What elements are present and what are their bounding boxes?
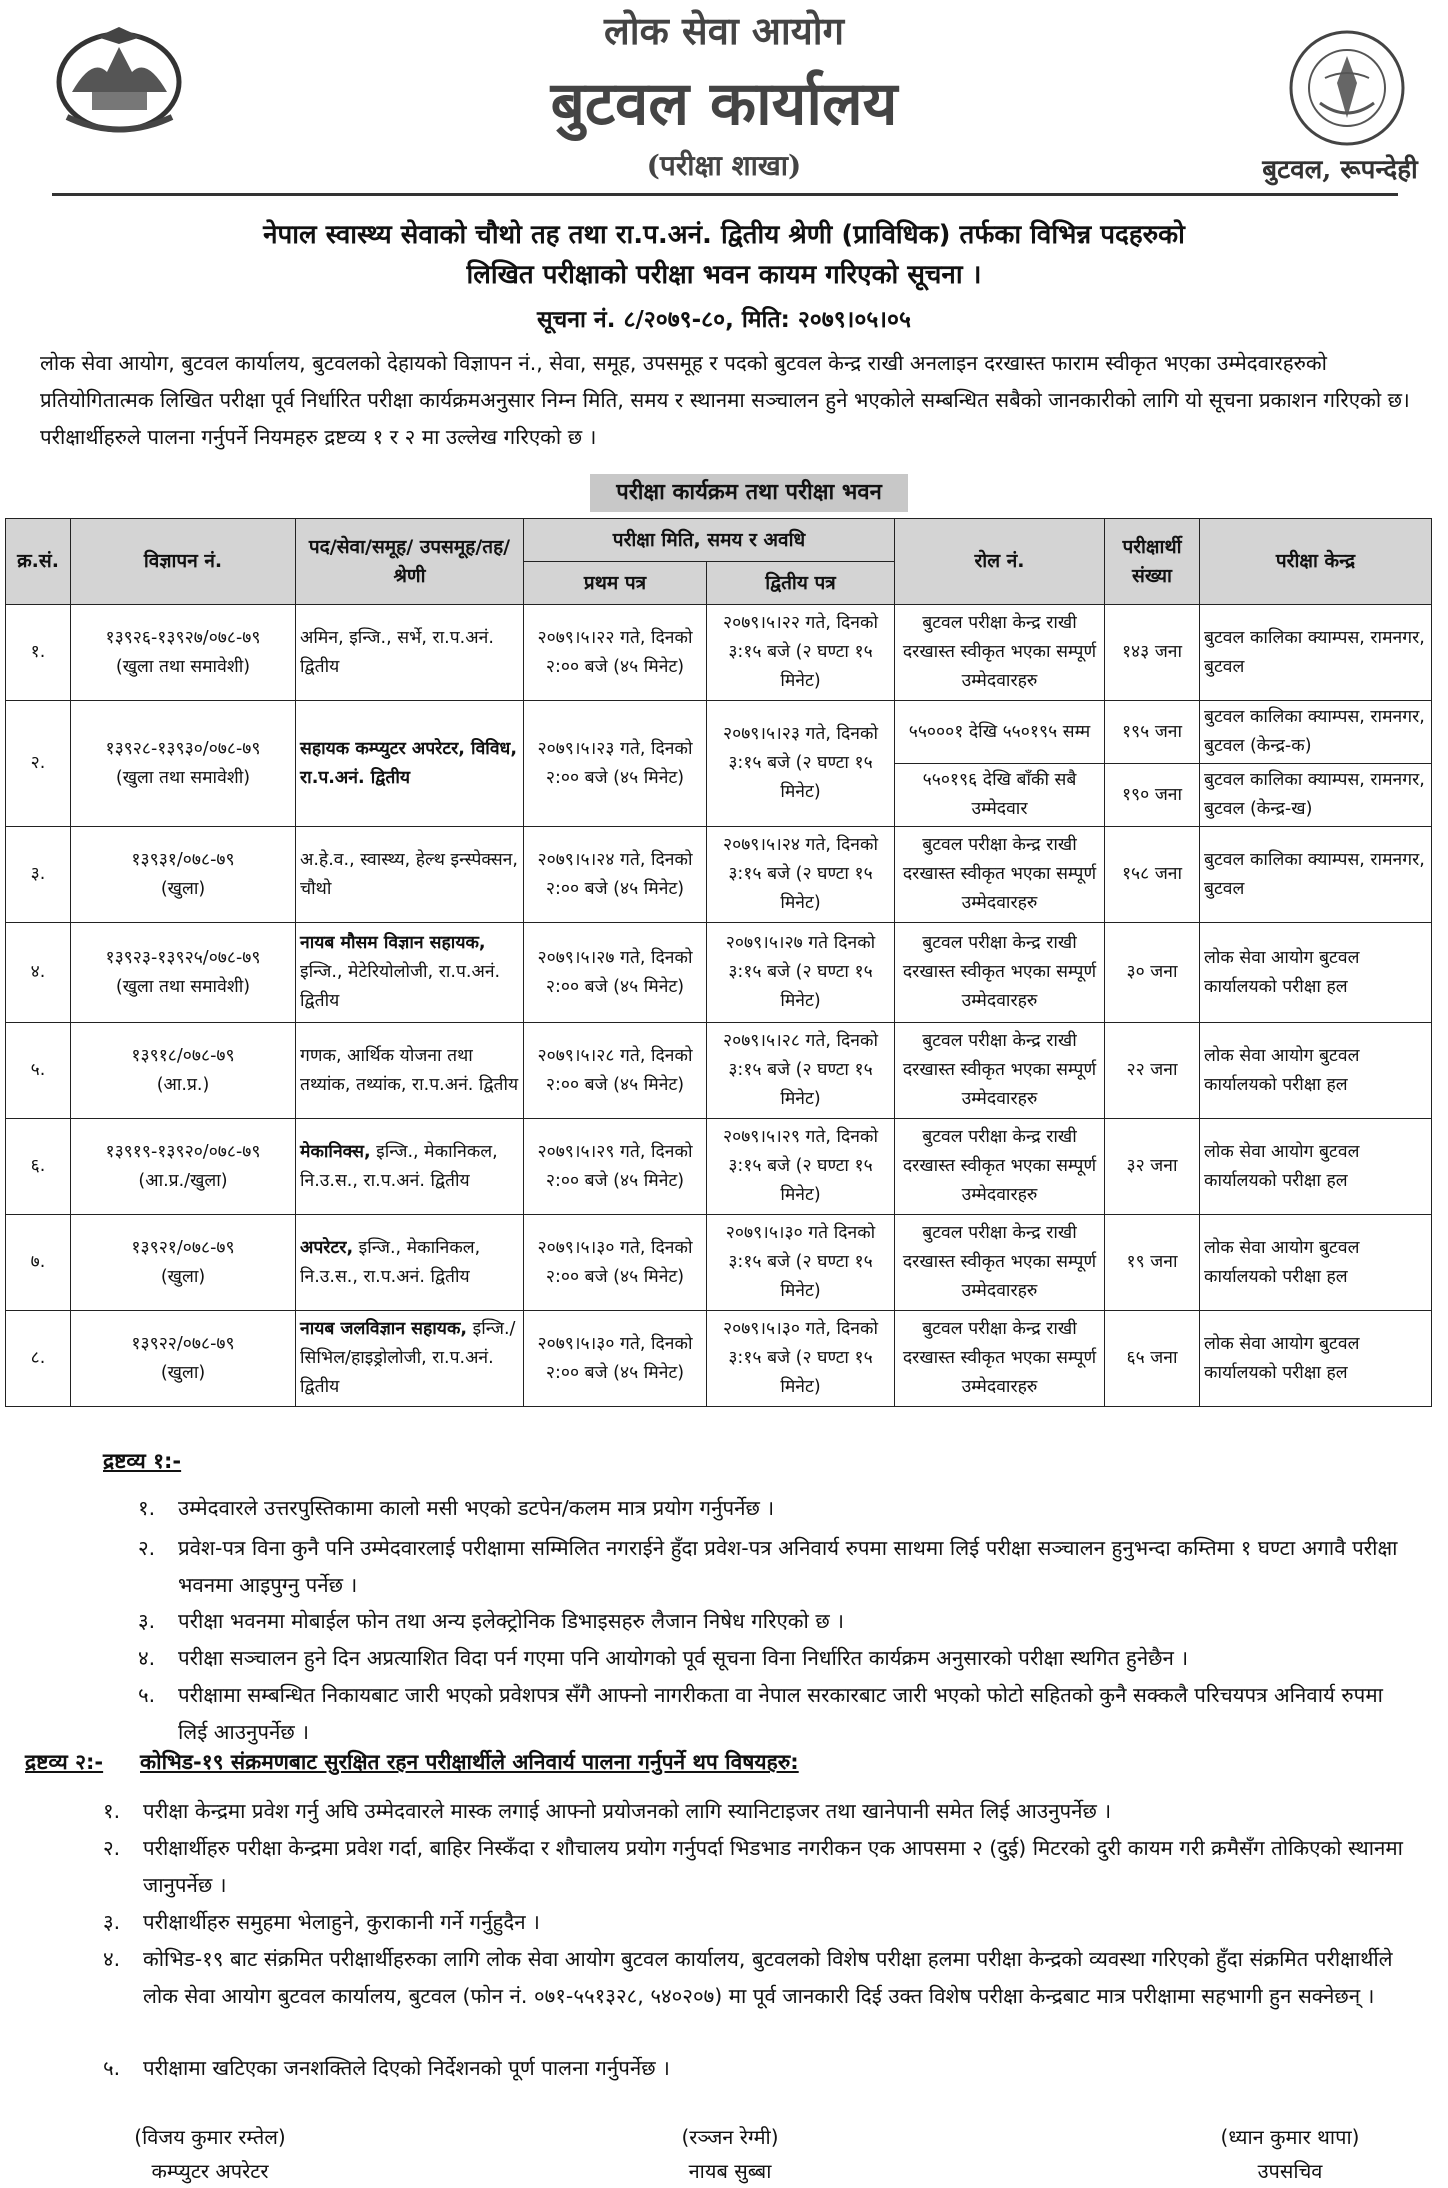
cell-second-paper: २०७९।५।२३ गते, दिनको ३:१५ बजे (२ घण्टा १५ मिनेट) [707, 701, 895, 827]
cell-first-paper: २०७९।५।२२ गते, दिनको २:०० बजे (४५ मिनेट) [524, 605, 707, 701]
cell-post: अमिन, इन्जि., सर्भे, रा.प.अनं. द्वितीय [296, 605, 524, 701]
cell-adv: १३९१९-१३९२०/०७८-७९ (आ.प्र./खुला) [71, 1119, 296, 1215]
cell-center: लोक सेवा आयोग बुटवल कार्यालयको परीक्षा हल [1200, 1119, 1432, 1215]
cell-center: बुटवल कालिका क्याम्पस, रामनगर, बुटवल [1200, 827, 1432, 923]
signatory-title: उपसचिव [1257, 2159, 1323, 2183]
cell-sn: ३. [6, 827, 71, 923]
signature-block [600, 2120, 860, 2188]
exam-schedule-table [5, 518, 1432, 1407]
table-row [6, 1215, 1432, 1311]
cell-second-paper: २०७९।५।३० गते, दिनको ३:१५ बजे (२ घण्टा १५ मिनेट) [707, 1311, 895, 1407]
cell-roll: बुटवल परीक्षा केन्द्र राखी दरखास्त स्वीकृत भएका सम्पूर्ण उम्मेदवारहरु [895, 1119, 1105, 1215]
office-name-line2: बुटवल कार्यालय [550, 69, 898, 139]
cell-sn: ८. [6, 1311, 71, 1407]
cell-adv: १३९२६-१३९२७/०७८-७९ (खुला तथा समावेशी) [71, 605, 296, 701]
cell-sn: १. [6, 605, 71, 701]
cell-count: १९५ जना [1105, 701, 1200, 764]
cell-roll: बुटवल परीक्षा केन्द्र राखी दरखास्त स्वीकृत भएका सम्पूर्ण उम्मेदवारहरु [895, 605, 1105, 701]
cell-post: मेकानिक्स, इन्जि., मेकानिकल, नि.उ.स., रा.प.अनं. द्वितीय [296, 1119, 524, 1215]
notice-title-line1: नेपाल स्वास्थ्य सेवाको चौथो तह तथा रा.प.अनं. द्वितीय श्रेणी (प्राविधिक) तर्फका विभिन्न पदहरुको [263, 220, 1185, 250]
header-center: परीक्षा केन्द्र [1200, 519, 1432, 605]
table-row [6, 827, 1432, 923]
notes2-item: १. परीक्षा केन्द्रमा प्रवेश गर्नु अघि उम्मेदवारले मास्क लगाई आफ्नो प्रयोजनको लागि स्यानिटाइजर तथा खानेपानी समेत लिई आउनुपर्नेछ । [103, 1799, 1112, 1823]
cell-center: बुटवल कालिका क्याम्पस, रामनगर, बुटवल (केन्द्र-क) [1200, 701, 1432, 764]
notice-number: सूचना नं. ८/२०७९-८०, मिति: २०७९।०५।०५ [537, 307, 911, 333]
cell-post: नायब जलविज्ञान सहायक, इन्जि./सिभिल/हाइड्रोलोजी, रा.प.अनं. द्वितीय [296, 1311, 524, 1407]
cell-adv: १३९१८/०७८-७९ (आ.प्र.) [71, 1023, 296, 1119]
table-row [6, 1119, 1432, 1215]
cell-first-paper: २०७९।५।२४ गते, दिनको २:०० बजे (४५ मिनेट) [524, 827, 707, 923]
cell-count: १४३ जना [1105, 605, 1200, 701]
cell-center: बुटवल कालिका क्याम्पस, रामनगर, बुटवल (केन्द्र-ख) [1200, 764, 1432, 827]
notes1-item: १. उम्मेदवारले उत्तरपुस्तिकामा कालो मसी भएको डटपेन/कलम मात्र प्रयोग गर्नुपर्नेछ । [138, 1496, 775, 1520]
intro-paragraph: लोक सेवा आयोग, बुटवल कार्यालय, बुटवलको देहायको विज्ञापन नं., सेवा, समूह, उपसमूह र पदको बुटवल केन्द्र राखी अनलाइन दरखास्त फाराम स्वीकृत भएका उम्मेदवारहरुको प्रतियोगितात्मक लिखित परीक्षा पूर्व निर्धारित परीक्षा कार्यक्रमअनुसार निम्न मिति, समय र स्थानमा सञ्चालन हुने भएकोले सम्बन्धित सबैको जानकारीको लागि यो सूचना प्रकाशन गरिएको छ। परीक्षार्थीहरुले पालना गर्नुपर्ने नियमहरु द्रष्टव्य १ र २ मा उल्लेख गरिएको छ । [40, 351, 1410, 449]
cell-sn: ५. [6, 1023, 71, 1119]
cell-first-paper: २०७९।५।२९ गते, दिनको २:०० बजे (४५ मिनेट) [524, 1119, 707, 1215]
program-title: परीक्षा कार्यक्रम तथा परीक्षा भवन [590, 474, 908, 512]
header-post: पद/सेवा/समूह/ उपसमूह/तह/श्रेणी [296, 519, 524, 605]
office-name-line1: लोक सेवा आयोग [603, 8, 845, 53]
office-location: बुटवल, रूपन्देही [1262, 155, 1418, 185]
cell-center: लोक सेवा आयोग बुटवल कार्यालयको परीक्षा हल [1200, 1215, 1432, 1311]
header-divider [52, 193, 1398, 196]
cell-roll: ५५०१९६ देखि बाँकी सबै उम्मेदवार [895, 764, 1105, 827]
cell-adv: १३९२८-१३९३०/०७८-७९ (खुला तथा समावेशी) [71, 701, 296, 827]
header-second-paper: द्वितीय पत्र [707, 562, 895, 605]
cell-center: लोक सेवा आयोग बुटवल कार्यालयको परीक्षा हल [1200, 923, 1432, 1023]
cell-second-paper: २०७९।५।२९ गते, दिनको ३:१५ बजे (२ घण्टा १५ मिनेट) [707, 1119, 895, 1215]
cell-roll: बुटवल परीक्षा केन्द्र राखी दरखास्त स्वीकृत भएका सम्पूर्ण उम्मेदवारहरु [895, 1215, 1105, 1311]
cell-count: १५८ जना [1105, 827, 1200, 923]
notes1-item: २. प्रवेश-पत्र विना कुनै पनि उम्मेदवारलाई परीक्षामा सम्मिलित नगराईने हुँदा प्रवेश-पत्र अनिवार्य रुपमा साथमा लिई परीक्षा सञ्चालन हुनुभन्दा कम्तिमा १ घण्टा अगावै परीक्षा भवनमा आइपुग्नु पर्नेछ । [138, 1536, 1398, 1597]
signatory-name: (विजय कुमार रम्तेल) [134, 2125, 286, 2149]
cell-sn: ४. [6, 923, 71, 1023]
signature-block [1160, 2120, 1420, 2188]
table-row [6, 701, 1432, 764]
cell-adv: १३९२२/०७८-७९ (खुला) [71, 1311, 296, 1407]
cell-adv: १३९२१/०७८-७९ (खुला) [71, 1215, 296, 1311]
table-row [6, 605, 1432, 701]
cell-center: बुटवल कालिका क्याम्पस, रामनगर, बुटवल [1200, 605, 1432, 701]
cell-first-paper: २०७९।५।२३ गते, दिनको २:०० बजे (४५ मिनेट) [524, 701, 707, 827]
notes2-item: ३. परीक्षार्थीहरु समुहमा भेलाहुने, कुराकानी गर्ने गर्नुहुदैन । [103, 1910, 540, 1934]
cell-first-paper: २०७९।५।२८ गते, दिनको २:०० बजे (४५ मिनेट) [524, 1023, 707, 1119]
cell-post: गणक, आर्थिक योजना तथा तथ्यांक, तथ्यांक, रा.प.अनं. द्वितीय [296, 1023, 524, 1119]
cell-roll: बुटवल परीक्षा केन्द्र राखी दरखास्त स्वीकृत भएका सम्पूर्ण उम्मेदवारहरु [895, 1311, 1105, 1407]
cell-second-paper: २०७९।५।२४ गते, दिनको ३:१५ बजे (२ घण्टा १५ मिनेट) [707, 827, 895, 923]
cell-count: २२ जना [1105, 1023, 1200, 1119]
cell-second-paper: २०७९।५।२२ गते, दिनको ३:१५ बजे (२ घण्टा १५ मिनेट) [707, 605, 895, 701]
cell-post: अ.हे.व., स्वास्थ्य, हेल्थ इन्स्पेक्सन, चौथो [296, 827, 524, 923]
cell-roll: बुटवल परीक्षा केन्द्र राखी दरखास्त स्वीकृत भएका सम्पूर्ण उम्मेदवारहरु [895, 1023, 1105, 1119]
notes1-item: ३. परीक्षा भवनमा मोबाईल फोन तथा अन्य इलेक्ट्रोनिक डिभाइसहरु लैजान निषेध गरिएको छ । [138, 1609, 845, 1633]
cell-sn: ७. [6, 1215, 71, 1311]
cell-first-paper: २०७९।५।२७ गते, दिनको २:०० बजे (४५ मिनेट) [524, 923, 707, 1023]
notes2-item: ४. कोभिड-१९ बाट संक्रमित परीक्षार्थीहरुका लागि लोक सेवा आयोग बुटवल कार्यालय, बुटवलको विशेष परीक्षा हलमा परीक्षा केन्द्रको व्यवस्था गरिएको हुँदा संक्रमित परीक्षार्थीले लोक सेवा आयोग बुटवल कार्यालय, बुटवल (फोन नं. ०७१-५५१३२८, ५४०२०७) मा पूर्व जानकारी दिई उक्त विशेष परीक्षा केन्द्रबाट मात्र परीक्षामा सहभागी हुन सक्नेछन् । [103, 1947, 1393, 2008]
cell-first-paper: २०७९।५।३० गते, दिनको २:०० बजे (४५ मिनेट) [524, 1311, 707, 1407]
cell-center: लोक सेवा आयोग बुटवल कार्यालयको परीक्षा हल [1200, 1311, 1432, 1407]
cell-count: १९० जना [1105, 764, 1200, 827]
cell-sn: २. [6, 701, 71, 827]
signatory-name: (ध्यान कुमार थापा) [1220, 2125, 1360, 2149]
cell-adv: १३९३१/०७८-७९ (खुला) [71, 827, 296, 923]
cell-count: ३० जना [1105, 923, 1200, 1023]
header-roll: रोल नं. [895, 519, 1105, 605]
cell-roll: बुटवल परीक्षा केन्द्र राखी दरखास्त स्वीकृत भएका सम्पूर्ण उम्मेदवारहरु [895, 827, 1105, 923]
cell-post: सहायक कम्प्युटर अपरेटर, विविध, रा.प.अनं. द्वितीय [296, 701, 524, 827]
signatory-name: (रञ्जन रेग्मी) [681, 2125, 779, 2149]
cell-second-paper: २०७९।५।२८ गते, दिनको ३:१५ बजे (२ घण्टा १५ मिनेट) [707, 1023, 895, 1119]
notes1-item: ४. परीक्षा सञ्चालन हुने दिन अप्रत्याशित विदा पर्न गएमा पनि आयोगको पूर्व सूचना विना निर्धारित कार्यक्रम अनुसारको परीक्षा स्थगित हुनेछैन । [138, 1646, 1189, 1670]
table-row [6, 923, 1432, 1023]
cell-count: १९ जना [1105, 1215, 1200, 1311]
cell-second-paper: २०७९।५।२७ गते दिनको ३:१५ बजे (२ घण्टा १५ मिनेट) [707, 923, 895, 1023]
notes2-item: २. परीक्षार्थीहरु परीक्षा केन्द्रमा प्रवेश गर्दा, बाहिर निस्कँदा र शौचालय प्रयोग गर्नुपर्दा भिडभाड नगरीकन एक आपसमा २ (दुई) मिटरको दुरी कायम गरी क्रमैसँग तोकिएको स्थानमा जानुपर्नेछ । [103, 1836, 1403, 1897]
cell-second-paper: २०७९।५।३० गते दिनको ३:१५ बजे (२ घण्टा १५ मिनेट) [707, 1215, 895, 1311]
signatory-title: नायब सुब्बा [688, 2159, 772, 2183]
signatory-title: कम्प्युटर अपरेटर [151, 2159, 269, 2183]
table-row [6, 1023, 1432, 1119]
cell-first-paper: २०७९।५।३० गते, दिनको २:०० बजे (४५ मिनेट) [524, 1215, 707, 1311]
cell-center: लोक सेवा आयोग बुटवल कार्यालयको परीक्षा हल [1200, 1023, 1432, 1119]
table-row [6, 1311, 1432, 1407]
signature-block [80, 2120, 340, 2188]
header-count: परीक्षार्थी संख्या [1105, 519, 1200, 605]
notes1-heading: द्रष्टव्य १:- [103, 1449, 182, 1473]
cell-roll: ५५०००१ देखि ५५०१९५ सम्म [895, 701, 1105, 764]
cell-post: नायब मौसम विज्ञान सहायक, इन्जि., मेटेरियोलोजी, रा.प.अनं. द्वितीय [296, 923, 524, 1023]
header-adv: विज्ञापन नं. [71, 519, 296, 605]
notes2-title: कोभिड-१९ संक्रमणबाट सुरक्षित रहन परीक्षार्थीले अनिवार्य पालना गर्नुपर्ने थप विषयहरु: [140, 1750, 799, 1774]
header-first-paper: प्रथम पत्र [524, 562, 707, 605]
notes2-heading: द्रष्टव्य २:- [25, 1750, 104, 1774]
notes2-item: ५. परीक्षामा खटिएका जनशक्तिले दिएको निर्देशनको पूर्ण पालना गर्नुपर्नेछ । [103, 2056, 670, 2080]
cell-sn: ६. [6, 1119, 71, 1215]
cell-roll: बुटवल परीक्षा केन्द्र राखी दरखास्त स्वीकृत भएका सम्पूर्ण उम्मेदवारहरु [895, 923, 1105, 1023]
cell-count: ३२ जना [1105, 1119, 1200, 1215]
header-datetime: परीक्षा मिति, समय र अवधि [524, 519, 895, 562]
section-name: (परीक्षा शाखा) [646, 149, 802, 182]
notice-title-line2: लिखित परीक्षाको परीक्षा भवन कायम गरिएको सूचना । [466, 260, 982, 290]
cell-count: ६५ जना [1105, 1311, 1200, 1407]
header-sn: क्र.सं. [6, 519, 71, 605]
cell-post: अपरेटर, इन्जि., मेकानिकल, नि.उ.स., रा.प.अनं. द्वितीय [296, 1215, 524, 1311]
cell-adv: १३९२३-१३९२५/०७८-७९ (खुला तथा समावेशी) [71, 923, 296, 1023]
notes1-item: ५. परीक्षामा सम्बन्धित निकायबाट जारी भएको प्रवेशपत्र सँगै आफ्नो नागरीकता वा नेपाल सरकारबाट जारी भएको फोटो सहितको कुनै सक्कलै परिचयपत्र अनिवार्य रुपमा लिई आउनुपर्नेछ । [138, 1683, 1383, 1744]
